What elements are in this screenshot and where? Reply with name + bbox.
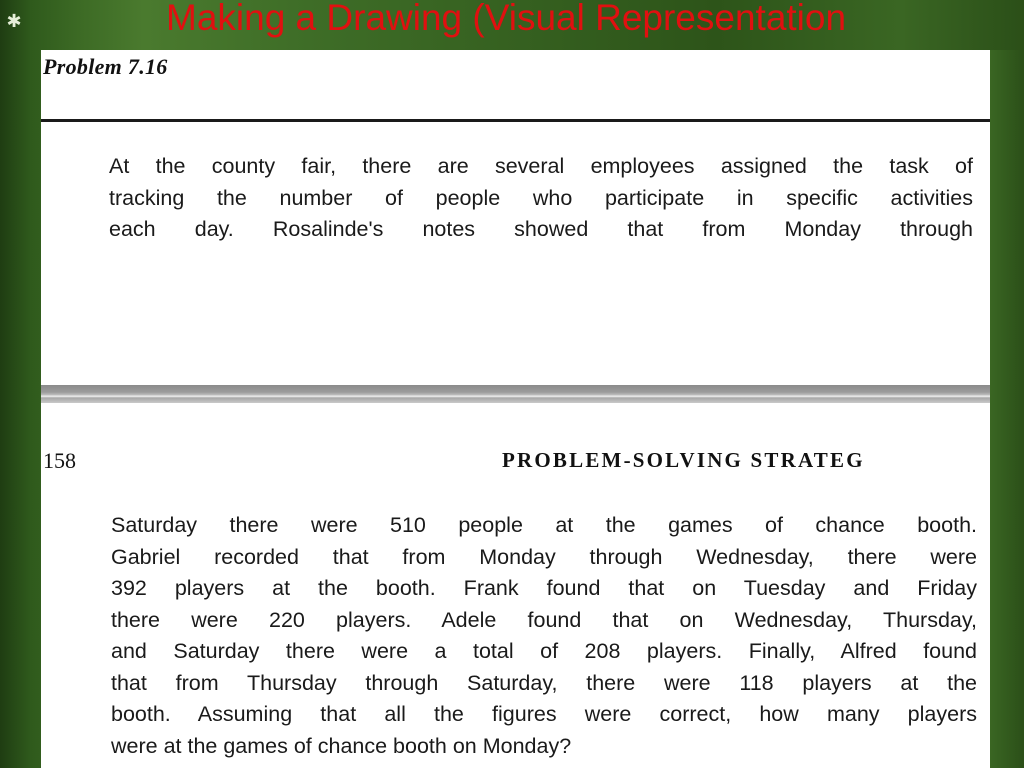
background-strip: [990, 50, 1024, 768]
page-number: 158: [43, 448, 76, 473]
paragraph-line: booth. Assuming that all the figures were correct, how many players: [111, 702, 977, 726]
paragraph-line: that from Thursday through Saturday, there were 118 players at the: [111, 670, 977, 695]
heading-rule: [41, 119, 990, 122]
paragraph-line: At the county fair, there are several employees assigned the task of: [109, 154, 973, 178]
paragraph-line: each day. Rosalinde's notes showed that from Monday through: [109, 217, 973, 241]
slide-title: Making a Drawing (Visual Representation: [166, 0, 847, 38]
paragraph-line: Saturday there were 510 people at the games of chance booth.: [111, 513, 977, 537]
paragraph-2: [111, 510, 977, 762]
paragraph-line: tracking the number of people who participate in specific activities: [109, 185, 973, 210]
page-break-divider: [41, 385, 990, 403]
paragraph-line: and Saturday there were a total of 208 players. Finally, Alfred found: [111, 639, 977, 663]
paragraph-1: [109, 151, 973, 246]
paragraph-line: 392 players at the booth. Frank found that on Tuesday and Friday: [111, 576, 977, 600]
scanned-page: [41, 50, 990, 768]
paragraph-line: there were 220 players. Adele found that on Wednesday, Thursday,: [111, 607, 977, 632]
sparkle-icon: ✱: [6, 11, 22, 32]
paragraph-line: Gabriel recorded that from Monday through Wednesday, there were: [111, 544, 977, 569]
problem-heading: Problem 7.16: [43, 54, 168, 79]
running-head: PROBLEM-SOLVING STRATEG: [502, 448, 865, 472]
paragraph-line: were at the games of chance booth on Monday?: [111, 733, 572, 758]
